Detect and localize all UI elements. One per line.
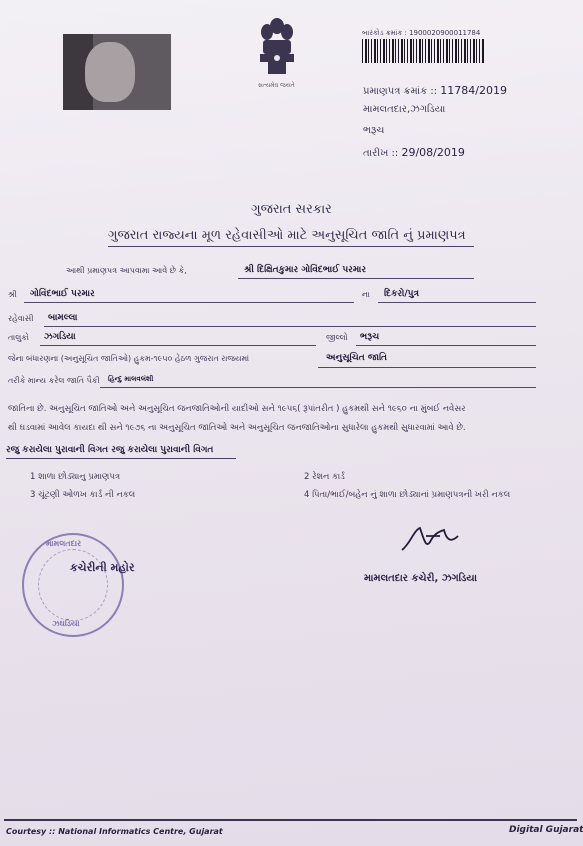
district-label: જીલ્લો <box>326 333 348 342</box>
barcode-number: બારકોડ ક્રમાંક : 1900020900011784 <box>362 29 481 37</box>
documents-heading: રજુ કરાયેલા પુરાવાની વિગત રજુ કરાયેલા પુરાવાની વિગત <box>6 445 214 455</box>
father-name: ગોવિંદભાઈ પરમાર <box>30 289 95 299</box>
issue-date-separator: :: <box>391 148 399 159</box>
holder-name-line <box>238 278 474 279</box>
village: બામલ્લા <box>48 313 78 323</box>
title-underline <box>108 246 474 247</box>
caste-category-line <box>318 367 536 368</box>
relation: દિકરો/પુત્ર <box>384 289 419 299</box>
office-seal <box>22 533 124 637</box>
intro-text: આથી પ્રમાણપત્ર આપવામા આવે છે કે, <box>66 266 187 275</box>
signatory-office: મામલતદાર કચેરી, ઝગડિયા <box>364 573 478 584</box>
signature <box>400 522 462 556</box>
issue-date-row <box>363 146 465 159</box>
shri-label: શ્રી <box>8 290 17 299</box>
order-text: જેના બંધારણના (અનુસૂચિત જાતિઓ) હુકમ-૧૯૫૦ હેઠળ ગુજરાત રાજયમાં <box>8 354 250 363</box>
certificate-number: 11784/2019 <box>440 84 507 97</box>
issuing-office: મામલતદાર,ઝગડિયા <box>363 104 446 115</box>
footer-divider <box>4 819 577 821</box>
taluka-label: તાલુકો <box>8 333 29 342</box>
certificate-number-label: પ્રમાણપત્ર ક્રમાંક <box>363 86 428 97</box>
paragraph-line-1: જાતિના છે. અનુસૂચિત જાતિઓ અને અનુસૂચિત જનજાતિઓની યાદીઓ સને ૧૯૫૬( રૂપાંતરીત ) હુકમથી સને ૧૯૬૦ ના મુંબઈ નવેસર <box>8 404 466 414</box>
taluka-line <box>40 345 316 346</box>
government-title: ગુજરાત સરકાર <box>251 202 332 217</box>
document-item: 4 પિતા/ભાઈ/બહેન નું શાળા છોડ્યાનાં પ્રમાણપત્રની ખરી નકલ <box>304 490 511 500</box>
certificate-title: ગુજરાત રાજ્યના મૂળ રહેવાસીઓ માટે અનુસૂચિત જાતિ નું પ્રમાણપત્ર <box>108 228 466 243</box>
footer-courtesy: Courtesy :: National Informatics Centre, Gujarat <box>6 827 223 836</box>
applicant-photo <box>63 34 171 110</box>
certificate-number-row <box>363 84 507 97</box>
emblem-motto: સત્યમેવ જયતે <box>258 82 295 89</box>
document-item: 2 રેશન કાર્ડ <box>304 472 345 482</box>
document-item: 3 ચૂંટણી ઓળખ કાર્ડ ની નકલ <box>30 490 136 500</box>
caste: હિન્દુ માલવલંશી <box>108 375 154 383</box>
seal-caption: કચેરીની મહોર <box>70 561 135 574</box>
state-emblem-icon <box>254 16 300 82</box>
seal-arc-bottom: ઝઘડિયા <box>52 619 80 628</box>
father-name-line <box>24 302 354 303</box>
barcode <box>362 39 484 63</box>
documents-heading-underline <box>6 458 236 459</box>
relation-line <box>378 302 536 303</box>
document-item: 1 શાળા છોડ્યાનુ પ્રમાણપત્ર <box>30 472 121 482</box>
issue-date-label: તારીખ <box>363 148 389 159</box>
village-line <box>44 326 536 327</box>
caste-category: અનુસૂચિત જાતિ <box>326 353 387 363</box>
taluka: ઝગડિયા <box>44 332 76 342</box>
resident-label: રહેવાસી <box>8 314 34 323</box>
holder-name: શ્રી દિક્ષિતકુમાર ગોવિંદભાઈ પરમાર <box>244 265 367 275</box>
footer-brand: Digital Gujarat <box>509 825 583 835</box>
paragraph-line-2: થી ઘડવામાં આવેલ કાયદા થી સને ૧૯૭૬ ના અનુસૂચિત જાતિઓ અને અનુસૂચિત જનજાતિઓના સુધારેલા હુકમથી સુધારવામાં આવે છે. <box>8 423 466 433</box>
issue-date: 29/08/2019 <box>401 146 465 159</box>
na-label: ના <box>362 290 370 299</box>
issuing-district: ભરૂચ <box>363 125 385 136</box>
recognized-text: તરીકે માન્ય કરેલ જાતિ પૈકી <box>8 376 100 385</box>
district-line <box>356 345 536 346</box>
certificate-number-separator: :: <box>430 86 438 97</box>
caste-line <box>100 387 536 388</box>
seal-arc-top: મામલતદાર <box>46 539 82 548</box>
district: ભરૂચ <box>360 332 380 342</box>
